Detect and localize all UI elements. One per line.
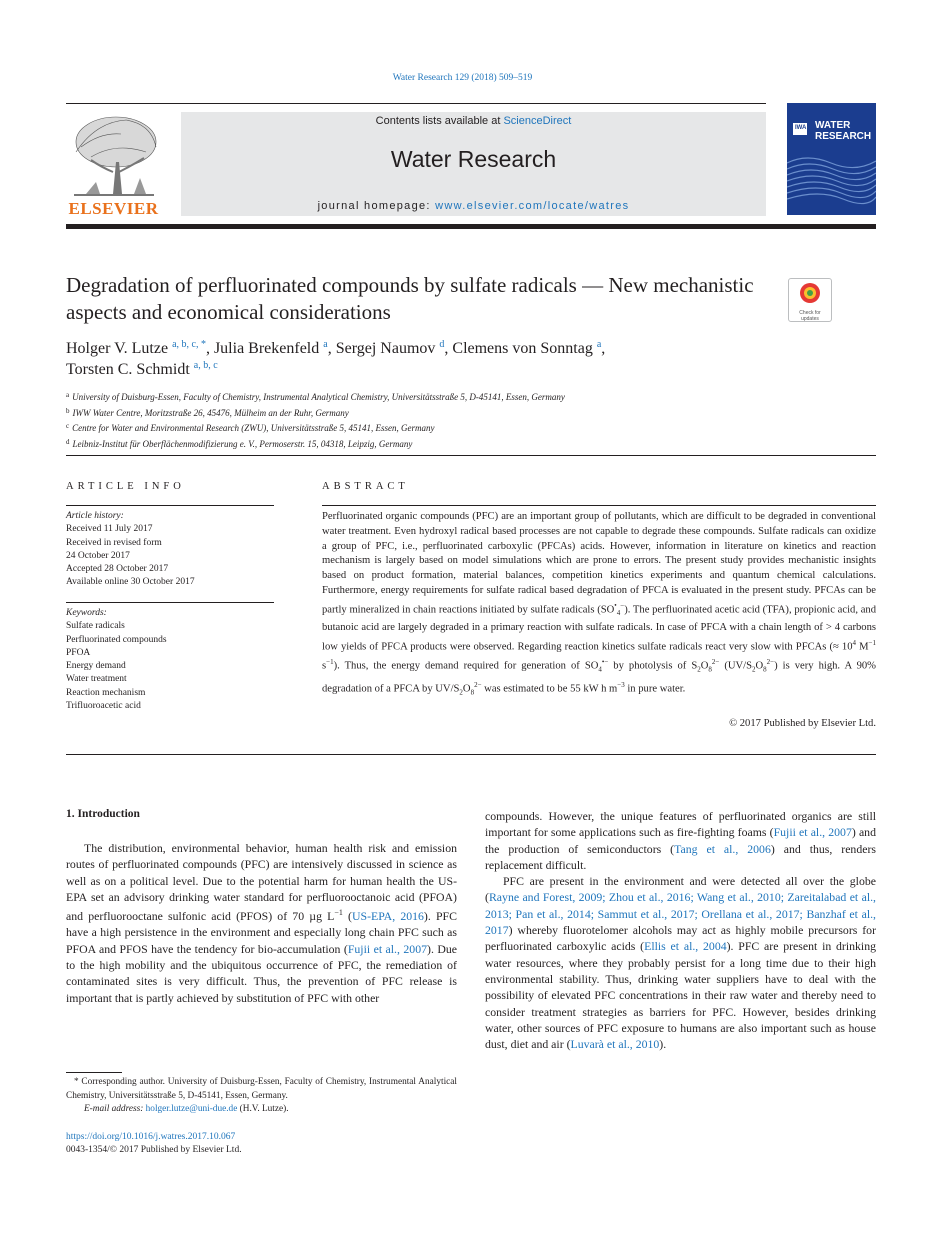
affiliation-item bbox=[66, 420, 866, 436]
elsevier-wordmark: ELSEVIER bbox=[68, 199, 159, 218]
homepage-prefix: journal homepage: bbox=[317, 200, 436, 212]
body-column-right bbox=[485, 808, 876, 1052]
check-updates-line1: Check for bbox=[799, 310, 821, 316]
journal-cover[interactable] bbox=[787, 103, 876, 215]
keywords-rule bbox=[66, 602, 274, 603]
check-updates-icon bbox=[798, 281, 822, 305]
history-item: Accepted 28 October 2017 bbox=[66, 564, 169, 575]
author-name[interactable]: Sergej Naumov bbox=[335, 340, 436, 357]
exponent: −1 bbox=[868, 639, 876, 648]
subscript: 2 bbox=[459, 688, 463, 697]
abstract-part: ) is very high. A 90% degradation of a PFCA by UV/S bbox=[322, 660, 876, 695]
contents-prefix: Contents lists available at bbox=[375, 115, 504, 127]
abstract-part: M bbox=[856, 641, 869, 653]
author-affiliation-marks[interactable]: a bbox=[323, 339, 328, 350]
keyword-item: Perfluorinated compounds bbox=[66, 634, 167, 645]
abstract-part: ). Thus, the energy demand required for generation of SO bbox=[333, 660, 599, 672]
article-info-rule bbox=[66, 505, 274, 506]
affiliations bbox=[66, 389, 866, 451]
check-for-updates-button[interactable] bbox=[788, 278, 832, 322]
cover-title-line1: WATER bbox=[815, 120, 851, 131]
paragraph bbox=[485, 808, 876, 873]
homepage-link[interactable]: www.elsevier.com/locate/watres bbox=[435, 200, 630, 212]
affiliation-mark: a bbox=[66, 391, 70, 399]
affiliation-text: Leibniz-Institut für Oberflächenmodifizierung e. V., Permoserstr. 15, 04318, Leipzig, Germany bbox=[72, 438, 413, 449]
subscript: 8 bbox=[470, 688, 475, 697]
introduction-heading: 1. Introduction bbox=[66, 808, 140, 820]
exponent: 2− bbox=[711, 658, 720, 667]
abstract-part: O bbox=[700, 660, 709, 672]
keywords bbox=[66, 607, 276, 713]
reference-link[interactable]: Tang et al., 2006 bbox=[674, 841, 771, 856]
affiliation-item bbox=[66, 389, 866, 405]
paragraph bbox=[66, 840, 457, 1006]
exponent: 2− bbox=[474, 680, 482, 689]
text-run: ) and the production of semiconductors ( bbox=[485, 825, 876, 856]
author-name[interactable]: Holger V. Lutze bbox=[66, 340, 169, 357]
history-item: 24 October 2017 bbox=[66, 550, 130, 561]
affiliation-mark: b bbox=[66, 406, 70, 415]
affiliation-text: Centre for Water and Environmental Research (ZWU), Universitätsstraße 5, 45141, Essen, Germany bbox=[72, 423, 435, 433]
exponent: 4 bbox=[852, 639, 857, 648]
affiliation-mark: d bbox=[66, 437, 70, 446]
abstract-part: Perfluorinated organic compounds (PFC) are an important group of pollutants, which are difficult to be degraded in conventional water treatment. Even hydroxyl radical based processes are not capable to degrade these compounds. Sulfate radicals can oxidize a group of PFC, i.e., perfluorinated carboxylic (PFCAs) acids. However, information in literature on kinetics and reaction mechanism is largely based on model simulations which are prone to errors. The present study provides mechanistic insights based on product formation, material balances, competition kinetics experiments and quantum chemical calculations. Furthermore, energy requirements for sulfate radical based degradation of PFCA is evaluated in the present study. PFCAs can be partly mineralized in chain reactions initiated by sulfate radicals (SO bbox=[322, 511, 876, 616]
history-item: Received 11 July 2017 bbox=[66, 524, 153, 535]
text-run: ). bbox=[659, 1037, 667, 1052]
check-updates-line2: updates bbox=[801, 316, 819, 322]
history-item: Available online 30 October 2017 bbox=[66, 577, 195, 588]
affiliation-text: IWW Water Centre, Moritzstraße 26, 45476, Mülheim an der Ruhr, Germany bbox=[72, 407, 349, 418]
paragraph bbox=[485, 873, 876, 1052]
header-rule bbox=[66, 103, 766, 104]
author-affiliation-marks[interactable]: a, b, c bbox=[193, 360, 218, 371]
exponent: −3 bbox=[617, 680, 625, 689]
abstract-part: by photolysis of S bbox=[608, 660, 698, 672]
header-thick-rule bbox=[66, 224, 876, 229]
keyword-item: PFOA bbox=[66, 647, 91, 658]
affiliation-rule bbox=[66, 455, 876, 456]
affiliation-item bbox=[66, 436, 866, 452]
author-name[interactable]: Torsten C. Schmidt bbox=[66, 361, 190, 378]
abstract-part: s bbox=[322, 660, 327, 672]
abstract-part: O bbox=[462, 683, 471, 695]
sulfate-radical-symbol: •$_4$− bbox=[614, 601, 625, 618]
email-link[interactable]: holger.lutze@uni-due.de bbox=[145, 1104, 238, 1114]
email-label: E-mail address: bbox=[84, 1104, 146, 1114]
abstract-part: O bbox=[755, 660, 764, 672]
author-name[interactable]: Julia Brekenfeld bbox=[213, 340, 320, 357]
abstract-part: (UV/S bbox=[719, 660, 753, 672]
author-name[interactable]: Clemens von Sonntag bbox=[452, 340, 593, 357]
text-run: PFC are present in the environment and were detected all over the globe ( bbox=[485, 874, 876, 905]
email-line bbox=[66, 1103, 457, 1117]
affiliation-text: University of Duisburg-Essen, Faculty of Chemistry, Instrumental Analytical Chemistry, Universitätsstraße 5, D-45141, Essen, Germany bbox=[72, 392, 565, 402]
body-column-left bbox=[66, 840, 457, 1006]
text-run: The distribution, environmental behavior, human health risk and emission routes of perfluorinated compounds (PFC) are intensively discussed in science as well as on a political level. Due to the potential harm for human health the US-EPA set an advisory drinking water standard for perfluorooctanoic acid (PFOA) and perfluorooctane sulfonic acid (PFOS) of 70 µg L bbox=[66, 841, 457, 924]
abstract-copyright: © 2017 Published by Elsevier Ltd. bbox=[729, 718, 876, 729]
abstract-part: was estimated to be 55 kW h m bbox=[481, 683, 618, 695]
doi-link[interactable]: https://doi.org/10.1016/j.watres.2017.10.067 bbox=[66, 1132, 236, 1142]
reference-link[interactable]: US-EPA, 2016 bbox=[351, 909, 424, 924]
journal-title: Water Research bbox=[390, 146, 557, 172]
article-title: Degradation of perfluorinated compounds by sulfate radicals — New mechanistic aspects and economical considerations bbox=[66, 273, 754, 324]
author-affiliation-marks[interactable]: d bbox=[439, 339, 445, 350]
keyword-item: Water treatment bbox=[66, 674, 127, 685]
journal-homepage-line bbox=[181, 200, 766, 212]
issn-line: 0043-1354/© 2017 Published by Elsevier Ltd. bbox=[66, 1145, 242, 1155]
corresponding-author-footnote bbox=[66, 1076, 457, 1117]
text-run: compounds. However, the unique features of perfluorinated organics are still important for some applications such as fire-fighting foams ( bbox=[485, 809, 876, 840]
text-run: ). PFC are present in drinking water resources, where they probably persist for a long time due to their high environmental stability. Thus, drinking water suppliers have to deal with the possibility of elevated PFC concentrations in their raw water and thereby need to consider treatment strategies as barriers for PFC. However, besides drinking water, other sources of PFC exposure to humans are also important such as house dust, diet and air ( bbox=[485, 939, 877, 1052]
footnote-rule bbox=[66, 1072, 122, 1073]
cover-title bbox=[815, 120, 871, 142]
abstract-part: ). The perfluorinated acetic acid (TFA), propionic acid, and butanoic acid are largely degraded in a primary reaction with sulfate radicals. In case of PFCA with a chain length of > 4 carbons low yields of PFCA products were observed. Regarding reaction kinetics sulfate radicals react very slow with PFCAs (≈ 10 bbox=[322, 604, 876, 653]
exponent: 2− bbox=[766, 658, 775, 667]
abstract-bottom-rule bbox=[66, 754, 876, 755]
abstract-part: in pure water. bbox=[624, 683, 686, 695]
abstract-text bbox=[322, 510, 876, 700]
cover-badge: IWA bbox=[795, 125, 807, 131]
check-updates-label bbox=[789, 310, 831, 322]
reference-link[interactable]: Rayne and Forest, 2009; Zhou et al., 2016; Wang et al., 2010; Zareitalabad et al., 2013; Pan et al., 2014; Sammut et al., 2017; Orellana et al., 2017; Banzhaf et al., 2017 bbox=[485, 890, 876, 938]
journal-citation[interactable]: Water Research 129 (2018) 509–519 bbox=[392, 73, 533, 83]
history-label: Article history: bbox=[66, 511, 124, 521]
reference-link[interactable]: Luvarà et al., 2010 bbox=[570, 1037, 660, 1052]
exponent: −1 bbox=[326, 658, 334, 667]
journal-masthead bbox=[181, 112, 766, 216]
subscript: 8 bbox=[708, 665, 712, 674]
text-run: ). PFC have a high persistence in the environment and especially long chain PFC such as PFOA and PFOS have the tendency for bio-accumulation ( bbox=[66, 909, 457, 956]
text-run: ). Due to the high mobility and the ubiquitous occurrence of PFC, the remediation of contaminated sites is very difficult. Thus, the prevention of PFC release is important that is partly achieved by substitution of PFC with other bbox=[66, 941, 457, 1005]
article-history bbox=[66, 510, 276, 590]
text-run: ) and thus, renders replacement difficult. bbox=[485, 841, 876, 872]
email-suffix: (H.V. Lutze). bbox=[237, 1104, 289, 1114]
history-item: Received in revised form bbox=[66, 537, 162, 548]
reference-link[interactable]: Fujii et al., 2007 bbox=[347, 941, 428, 956]
keyword-item: Trifluoroacetic acid bbox=[66, 701, 141, 712]
author-affiliation-marks[interactable]: a, b, c, * bbox=[172, 339, 206, 350]
subscript: 8 bbox=[763, 665, 767, 674]
abstract-rule bbox=[322, 505, 876, 506]
cover-title-line2: RESEARCH bbox=[815, 131, 872, 142]
sciencedirect-link[interactable]: ScienceDirect bbox=[503, 115, 572, 127]
subscript: 2 bbox=[697, 665, 701, 674]
exponent: −1 bbox=[334, 908, 343, 918]
reference-link[interactable]: Ellis et al., 2004 bbox=[644, 939, 727, 954]
affiliation-mark: c bbox=[66, 422, 70, 430]
keywords-label: Keywords: bbox=[66, 608, 107, 618]
reference-link[interactable]: Fujii et al., 2007 bbox=[773, 825, 852, 840]
affiliation-item bbox=[66, 405, 866, 421]
keyword-item: Energy demand bbox=[66, 661, 126, 672]
subscript: 2 bbox=[752, 665, 756, 674]
exponent: •− bbox=[601, 658, 609, 667]
article-info-heading: ARTICLE INFO bbox=[66, 481, 185, 492]
keyword-item: Sulfate radicals bbox=[66, 621, 125, 632]
subscript: 4 bbox=[598, 665, 602, 674]
text-run: ) whereby fluorotelomer alcohols may act as highly mobile precursors for perfluorinated carboxylic acids ( bbox=[485, 923, 876, 954]
contents-line bbox=[181, 115, 766, 127]
author-list: Holger V. Lutze $^{a, b, c, *}$, Julia Brekenfeld $^a$, Sergej Naumov $^d$, Clemens von Sonntag $^a$, Torsten C. Schmidt $^{a, b, c}$ bbox=[66, 339, 606, 378]
text-run: ( bbox=[342, 909, 352, 924]
author-affiliation-marks[interactable]: a bbox=[596, 339, 602, 350]
abstract-heading: ABSTRACT bbox=[322, 481, 409, 492]
corresponding-author-text: * Corresponding author. University of Duisburg-Essen, Faculty of Chemistry, Instrumental Analytical Chemistry, Universitätsstraße 5, D-45141, Essen, Germany. bbox=[66, 1077, 457, 1101]
keyword-item: Reaction mechanism bbox=[66, 687, 146, 698]
